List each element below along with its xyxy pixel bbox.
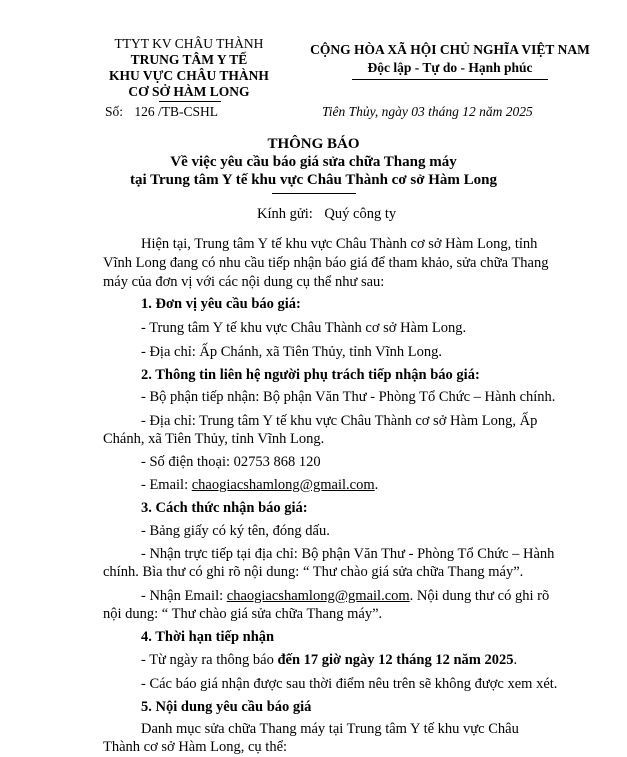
section3-item3-line2: nội dung: “ Thư chào giá sửa chữa Thang máy”. bbox=[103, 606, 383, 622]
deadline-date: đến 17 giờ ngày 12 tháng 12 năm 2025 bbox=[277, 652, 514, 668]
section2-heading: 2. Thông tin liên hệ người phụ trách tiếp nhận báo giá: bbox=[141, 367, 480, 383]
org-name-line2: KHU VỰC CHÂU THÀNH bbox=[109, 68, 269, 83]
recipient-label: Kính gửi: bbox=[257, 206, 313, 222]
header-left bbox=[96, 36, 282, 100]
deadline-prefix: - Từ ngày ra thông báo bbox=[141, 652, 278, 668]
section2-item1: - Bộ phận tiếp nhận: Bộ phận Văn Thư - Phòng Tổ Chức – Hành chính. bbox=[141, 389, 556, 405]
org-name-line1: TRUNG TÂM Y TẾ bbox=[130, 52, 248, 67]
motto-rule bbox=[352, 79, 548, 80]
section4-item2: - Các báo giá nhận được sau thời điểm nêu trên sẽ không được xem xét. bbox=[141, 676, 558, 692]
deadline-suffix: . bbox=[513, 652, 518, 668]
intro-line2: Vĩnh Long đang có nhu cầu tiếp nhận báo giá để tham khảo, sửa chữa Thang bbox=[103, 255, 549, 271]
email-suffix: . bbox=[374, 477, 379, 493]
section3-item3-suffix: . Nội dung thư có ghi rõ bbox=[409, 588, 550, 604]
section4-item1 bbox=[141, 652, 517, 669]
recipient-value: Quý công ty bbox=[324, 206, 397, 222]
section1-heading: 1. Đơn vị yêu cầu báo giá: bbox=[141, 296, 301, 312]
section2-item2-line2: Chánh, xã Tiên Thủy, tỉnh Vĩnh Long. bbox=[103, 431, 325, 447]
place-date: Tiên Thủy, ngày 03 tháng 12 năm 2025 bbox=[322, 104, 533, 119]
recipient bbox=[257, 206, 396, 223]
section1-item1: - Trung tâm Y tế khu vực Châu Thành cơ sở Hàm Long. bbox=[141, 320, 467, 336]
section3-item3-prefix: - Nhận Email: bbox=[141, 588, 227, 604]
email-link[interactable]: chaogiacshamlong@gmail.com bbox=[191, 477, 375, 493]
section2-item2-line1: - Địa chỉ: Trung tâm Y tế khu vực Châu Thành cơ sở Hàm Long, Ấp bbox=[141, 413, 538, 429]
org-name-line3: CƠ SỞ HÀM LONG bbox=[128, 84, 250, 99]
section5-line2: Thành cơ sở Hàm Long, cụ thể: bbox=[103, 739, 288, 755]
nation-title: CỘNG HÒA XÃ HỘI CHỦ NGHĨA VIỆT NAM bbox=[310, 42, 590, 57]
section3-item3-line1 bbox=[141, 588, 549, 605]
notice-subject-line2: tại Trung tâm Y tế khu vực Châu Thành cơ sở Hàm Long bbox=[129, 172, 498, 188]
section3-item2-line2: chính. Bìa thư có ghi rõ nội dung: “ Thư chào giá sửa chữa Thang máy”. bbox=[103, 564, 524, 580]
section4-heading: 4. Thời hạn tiếp nhận bbox=[141, 629, 275, 645]
notice-heading: THÔNG BÁO bbox=[267, 136, 360, 152]
document-number bbox=[105, 104, 218, 120]
section3-item1: - Bảng giấy có ký tên, đóng dấu. bbox=[141, 523, 330, 539]
header-left-rule bbox=[159, 101, 221, 102]
section3-item2-line1: - Nhận trực tiếp tại địa chỉ: Bộ phận Văn Thư - Phòng Tổ Chức – Hành bbox=[141, 546, 555, 562]
title-rule bbox=[272, 193, 356, 194]
notice-subject-line1: Về việc yêu cầu báo giá sửa chữa Thang máy bbox=[170, 154, 457, 170]
intro-line1: Hiện tại, Trung tâm Y tế khu vực Châu Thành cơ sở Hàm Long, tỉnh bbox=[141, 236, 538, 252]
number-label: Số: bbox=[105, 104, 124, 119]
section2-email-row bbox=[141, 477, 378, 494]
section2-item3: - Số điện thoại: 02753 868 120 bbox=[141, 454, 321, 470]
section5-heading: 5. Nội dung yêu cầu báo giá bbox=[141, 699, 312, 715]
section1-item2: - Địa chỉ: Ấp Chánh, xã Tiên Thủy, tỉnh Vĩnh Long. bbox=[141, 344, 443, 360]
section3-heading: 3. Cách thức nhận báo giá: bbox=[141, 500, 308, 516]
email-prefix: - Email: bbox=[141, 477, 192, 493]
section3-email-link[interactable]: chaogiacshamlong@gmail.com bbox=[226, 588, 410, 604]
section5-line1: Danh mục sửa chữa Thang máy tại Trung tâm Y tế khu vực Châu bbox=[141, 721, 519, 737]
nation-motto: Độc lập - Tự do - Hạnh phúc bbox=[367, 60, 533, 75]
number-value: 126 /TB-CSHL bbox=[134, 104, 219, 119]
parent-org: TTYT KV CHÂU THÀNH bbox=[114, 36, 264, 51]
intro-line3: máy của đơn vị với các nội dung cụ thể như sau: bbox=[103, 274, 385, 290]
